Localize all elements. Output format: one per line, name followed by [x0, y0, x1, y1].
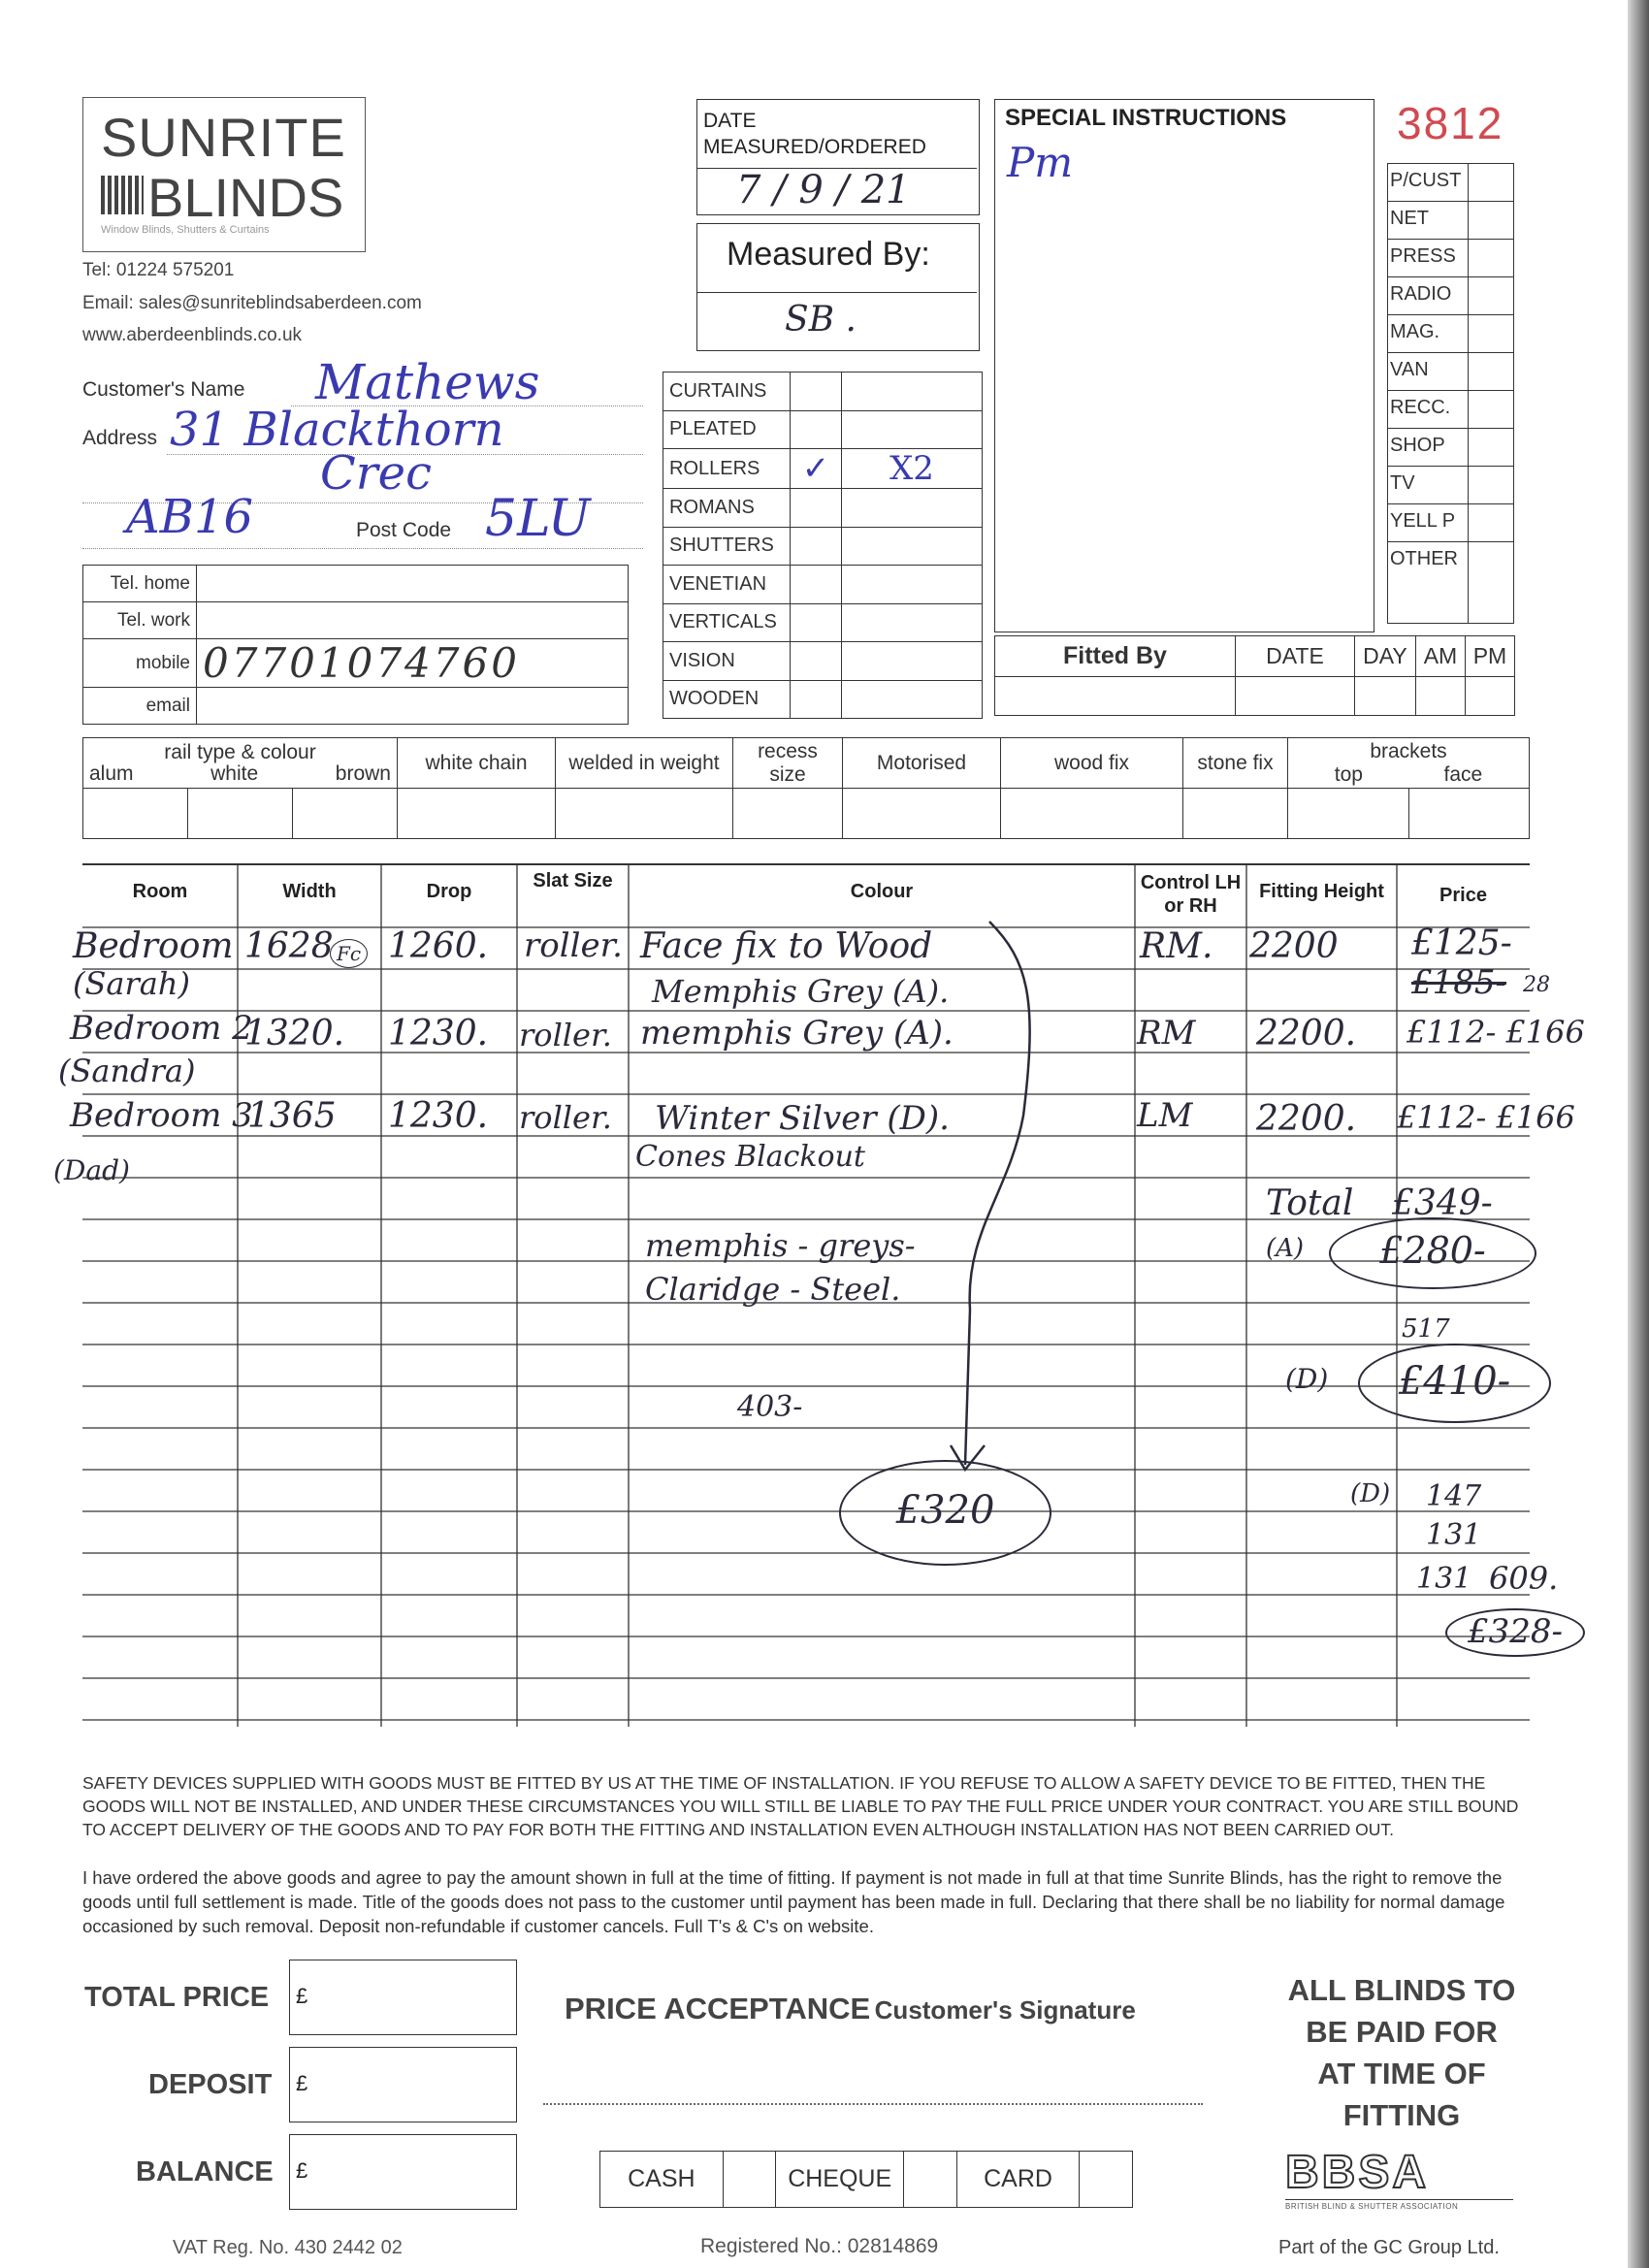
postcode-label: Post Code: [356, 519, 452, 541]
col-room-header: Room: [132, 881, 188, 902]
row3-price: £112- £166: [1397, 1099, 1575, 1136]
source-checkbox[interactable]: [1469, 542, 1514, 624]
wood-fix-header: wood fix: [1001, 738, 1183, 789]
rail-type-label: rail type & colour: [164, 740, 316, 763]
special-instructions-note: Pm: [1007, 139, 1074, 186]
contact-tel: Tel: 01224 575201: [82, 260, 235, 280]
row3-fitting: 2200.: [1256, 1099, 1357, 1139]
special-instructions-box: [994, 99, 1374, 632]
source-shop: SHOP: [1388, 429, 1469, 467]
deposit-currency: £: [296, 2071, 308, 2095]
total-price-box[interactable]: [289, 1960, 517, 2035]
logo-tagline: Window Blinds, Shutters & Curtains: [101, 224, 270, 236]
fitted-am-value: [1415, 677, 1465, 716]
row3-colour2: Cones Blackout: [635, 1140, 865, 1174]
product-pleated: PLEATED: [663, 410, 791, 449]
source-p-cust: P/CUST: [1388, 164, 1469, 202]
product-note: [842, 527, 983, 566]
note-sub: 517: [1402, 1314, 1450, 1344]
product-check[interactable]: [791, 603, 842, 642]
row1-slat: roller.: [524, 926, 623, 965]
fitted-by-label: Fitted By: [995, 636, 1236, 677]
product-venetian: VENETIAN: [663, 566, 791, 604]
email-label: email: [83, 688, 197, 725]
brackets-face: face: [1443, 762, 1483, 786]
products-table: [663, 372, 983, 719]
contact-email: Email: sales@sunriteblindsaberdeen.com: [82, 293, 422, 313]
payment-cheque[interactable]: CHEQUE: [776, 2152, 904, 2208]
postcode: 5LU: [485, 490, 591, 548]
product-check[interactable]: [791, 642, 842, 681]
source-checkbox[interactable]: [1469, 467, 1514, 504]
row3-slat: roller.: [519, 1099, 612, 1136]
product-curtains: CURTAINS: [663, 373, 791, 411]
row3-colour: Winter Silver (D).: [655, 1099, 950, 1138]
row2-room2: (Sandra): [58, 1053, 196, 1089]
opt-welded-value: [556, 789, 733, 839]
bbsa-logo: [1285, 2146, 1513, 2211]
date-value-text: 7 / 9 / 21: [736, 168, 911, 212]
email-value: [197, 688, 629, 725]
measured-by-box: [696, 223, 980, 351]
product-note: [842, 410, 983, 449]
row2-drop: 1230.: [388, 1014, 489, 1053]
source-van: VAN: [1388, 353, 1469, 391]
logo: [82, 97, 366, 252]
payment-cash[interactable]: CASH: [600, 2152, 724, 2208]
note-memphis: memphis - greys-: [645, 1227, 916, 1264]
product-note: [842, 642, 983, 681]
source-checkbox[interactable]: [1469, 164, 1514, 202]
row3-control: LM: [1137, 1096, 1193, 1135]
product-check[interactable]: [791, 373, 842, 411]
opt-face-value: [1408, 789, 1530, 839]
fitted-by-value: [995, 677, 1236, 716]
row3-width: 1365: [247, 1096, 337, 1136]
row2-room: Bedroom 2: [70, 1009, 253, 1048]
source-checkbox[interactable]: [1469, 202, 1514, 240]
opt-stone-value: [1183, 789, 1288, 839]
product-check[interactable]: [791, 489, 842, 528]
note-d: (D): [1285, 1363, 1329, 1395]
brackets-options: [1294, 763, 1523, 787]
source-checkbox[interactable]: [1469, 504, 1514, 542]
product-check[interactable]: [791, 410, 842, 449]
address-line-3: [82, 548, 643, 549]
brackets-label: brackets: [1370, 739, 1447, 762]
measured-by-value: SB .: [785, 300, 857, 340]
row3-room: Bedroom 3: [70, 1096, 253, 1135]
motorised-header: Motorised: [843, 738, 1001, 789]
phone-table: [82, 565, 629, 725]
fitted-pm-value: [1465, 677, 1514, 716]
product-verticals: VERTICALS: [663, 603, 791, 642]
product-romans: ROMANS: [663, 489, 791, 528]
fitted-date-label: DATE: [1236, 636, 1355, 677]
fitted-day-value: [1355, 677, 1416, 716]
note-total: £349-: [1392, 1183, 1493, 1223]
row3-room2: (Dad): [53, 1154, 130, 1186]
col-slat-header: Slat Size: [533, 870, 613, 891]
col-price-header: Price: [1439, 885, 1487, 906]
group-note: Part of the GC Group Ltd.: [1278, 2237, 1500, 2258]
rail-brown: brown: [335, 761, 391, 785]
tel-home-value: [197, 566, 629, 602]
source-recc: RECC.: [1388, 391, 1469, 429]
opt-top-value: [1288, 789, 1409, 839]
logo-line2: BLINDS: [147, 167, 344, 228]
bbsa-sub: BRITISH BLIND & SHUTTER ASSOCIATION: [1285, 2199, 1513, 2211]
bbsa-logo-text: BBSA: [1285, 2147, 1430, 2198]
vat-reg: VAT Reg. No. 430 2442 02: [173, 2237, 403, 2258]
product-rollers: ROLLERS: [663, 449, 791, 489]
row2-slat: roller.: [519, 1017, 612, 1053]
product-note: [842, 566, 983, 604]
payment-table: [599, 2151, 1133, 2208]
note-sum609: 609.: [1489, 1560, 1559, 1597]
source-checkbox[interactable]: [1469, 277, 1514, 315]
paid-notice-1: ALL BLINDS TO: [1287, 1973, 1516, 2007]
source-yell-p: YELL P: [1388, 504, 1469, 542]
product-check[interactable]: [791, 680, 842, 719]
logo-bars-icon: [101, 176, 144, 214]
paid-notice-3: AT TIME OF: [1317, 2057, 1486, 2090]
product-shutters: SHUTTERS: [663, 527, 791, 566]
note-d-item-3: 131: [1416, 1562, 1472, 1596]
safety-terms: SAFETY DEVICES SUPPLIED WITH GOODS MUST BE FITTED BY US AT THE TIME OF INSTALLATION. IF YOU REFUSE TO ALLOW A SAFETY DEVICE TO BE FITTED, THEN THE GOODS WILL NOT BE INSTALLED, AND UNDER THESE CIRCUMSTANCES YOU WILL STILL BE LIABLE TO PAY THE FULL PRICE UNDER YOUR CONTRACT. YOU ARE STILL BOUND TO ACCEPT DELIVERY OF THE GOODS AND TO PAY FOR BOTH THE FITTING AND INSTALLATION EVEN ALTHOUGH INSTALLATION HAS NOT BEEN CARRIED OUT.: [82, 1773, 1519, 1839]
scan-edge: [1628, 0, 1649, 2268]
row1-drop: 1260.: [388, 926, 489, 966]
product-note: [842, 373, 983, 411]
payment-cheque-box[interactable]: [904, 2152, 957, 2208]
note-d-item-2: 131: [1426, 1518, 1482, 1552]
signature-line[interactable]: [543, 2103, 1203, 2105]
opt-motorised-value: [843, 789, 1001, 839]
source-tv: TV: [1388, 467, 1469, 504]
order-number: 3812: [1397, 98, 1504, 148]
note-a: (A): [1266, 1234, 1305, 1263]
address-1: 31 Blackthorn: [170, 403, 504, 457]
source-checkbox[interactable]: [1469, 429, 1514, 467]
product-wooden: WOODEN: [663, 680, 791, 719]
row1-colour: Face fix to Wood: [640, 926, 933, 966]
product-vision: VISION: [663, 642, 791, 681]
product-check[interactable]: [791, 527, 842, 566]
note-403: 403-: [737, 1390, 803, 1424]
product-note: [842, 680, 983, 719]
col-drop-header: Drop: [426, 881, 472, 902]
product-note: [842, 603, 983, 642]
mobile-label: mobile: [83, 639, 197, 688]
price-acceptance: [565, 1992, 1136, 2026]
fitted-date-value: [1236, 677, 1355, 716]
brackets-header: [1288, 738, 1530, 789]
welded-header: welded in weight: [556, 738, 733, 789]
rail-colours: [89, 763, 391, 785]
source-checkbox[interactable]: [1469, 391, 1514, 429]
col-control-header: Control LH or RH: [1140, 872, 1242, 917]
note-d-total: £410-: [1358, 1344, 1551, 1423]
row1-width: 1628: [244, 926, 334, 966]
balance-box[interactable]: [289, 2134, 517, 2210]
row1-colour2: Memphis Grey (A).: [652, 973, 950, 1010]
product-note: X2: [842, 449, 983, 489]
special-instructions-label: SPECIAL INSTRUCTIONS: [1005, 105, 1287, 131]
source-net: NET: [1388, 202, 1469, 240]
date-label: DATE MEASURED/ORDERED: [703, 110, 926, 158]
row2-width: 1320.: [244, 1014, 345, 1053]
paid-notice: [1256, 1969, 1547, 2136]
opt-recess-value: [733, 789, 843, 839]
date-box: [696, 99, 980, 215]
source-mag: MAG.: [1388, 315, 1469, 353]
source-press: PRESS: [1388, 240, 1469, 277]
address-2: Crec: [320, 446, 432, 501]
col-width-header: Width: [282, 881, 337, 902]
source-checkbox[interactable]: [1469, 240, 1514, 277]
measured-by-divider: [697, 292, 977, 293]
agreement-terms: I have ordered the above goods and agree to pay the amount shown in full at the time of fitting. If payment is not made in full at that time Sunrite Blinds, has the right to remove the goods until full settlement is made. Title of the goods does not pass to the customer until payment has been made in full. Declaring that there shall be no liability for normal damage occasioned by such removal. Deposit non-refundable if customer cancels. Full T's & C's on website.: [82, 1867, 1505, 1936]
balance-label: BALANCE: [136, 2156, 274, 2187]
row1-width-note: Fc: [330, 939, 368, 968]
payment-cash-box[interactable]: [723, 2152, 776, 2208]
white-chain-header: white chain: [398, 738, 556, 789]
note-d2: (D): [1350, 1479, 1391, 1508]
row2-fitting: 2200.: [1256, 1014, 1357, 1053]
product-check[interactable]: ✓: [791, 449, 842, 489]
row1-control: RM.: [1140, 926, 1213, 966]
source-table: [1387, 163, 1514, 624]
address-3: AB16: [126, 490, 254, 544]
note-a-total: £280-: [1329, 1217, 1536, 1289]
fitted-pm-label: PM: [1465, 636, 1514, 677]
source-checkbox[interactable]: [1469, 353, 1514, 391]
note-final: £328-: [1445, 1608, 1585, 1657]
customer-name: Mathews: [315, 354, 540, 410]
note-circled-total: £320: [839, 1460, 1051, 1566]
note-total-label: Total: [1266, 1183, 1354, 1223]
fitted-am-label: AM: [1415, 636, 1465, 677]
row1-price: £125-: [1411, 923, 1512, 963]
logo-line1: SUNRITE: [101, 107, 346, 168]
measured-by-label: Measured By:: [727, 236, 930, 273]
opt-white-value: [188, 789, 293, 839]
paid-notice-4: FITTING: [1342, 2098, 1461, 2132]
fitted-day-label: DAY: [1355, 636, 1416, 677]
paid-notice-2: BE PAID FOR: [1306, 2015, 1498, 2049]
opt-chain-value: [398, 789, 556, 839]
row2-colour: memphis Grey (A).: [640, 1014, 954, 1053]
deposit-label: DEPOSIT: [148, 2069, 273, 2100]
row2-price: £112- £166: [1406, 1014, 1585, 1051]
deposit-box[interactable]: [289, 2047, 517, 2122]
opt-brown-value: [293, 789, 398, 839]
note-d-item-1: 147: [1426, 1479, 1482, 1513]
options-table: [82, 737, 1530, 839]
handwritten-bracket: [912, 902, 1106, 1484]
company-reg: Registered No.: 02814869: [700, 2235, 939, 2257]
source-radio: RADIO: [1388, 277, 1469, 315]
opt-alum-value: [83, 789, 188, 839]
address-label: Address: [82, 427, 158, 449]
total-currency: £: [296, 1984, 308, 2008]
row1-price2: £185-: [1411, 963, 1507, 1002]
note-claridge: Claridge - Steel.: [645, 1271, 901, 1308]
row1-price-note: 28: [1523, 973, 1550, 997]
fitted-table: [994, 635, 1515, 716]
opt-wood-value: [1001, 789, 1183, 839]
source-checkbox[interactable]: [1469, 315, 1514, 353]
stone-fix-header: stone fix: [1183, 738, 1288, 789]
rail-alum: alum: [89, 761, 134, 785]
price-acceptance-title: PRICE ACCEPTANCE: [565, 1992, 871, 2025]
contact-web: www.aberdeenblinds.co.uk: [82, 325, 303, 345]
product-check[interactable]: [791, 566, 842, 604]
col-fitting-header: Fitting Height: [1259, 881, 1384, 902]
row1-room2: (Sarah): [73, 965, 190, 1002]
mobile-value: 07701074760: [197, 639, 629, 688]
recess-header: recess size: [733, 738, 843, 789]
row1-fitting: 2200: [1249, 926, 1339, 966]
balance-currency: £: [296, 2158, 308, 2183]
rail-white: white: [210, 761, 259, 785]
source-other: OTHER: [1388, 542, 1469, 624]
col-colour-header: Colour: [850, 881, 914, 902]
row2-control: RM: [1137, 1014, 1196, 1053]
tel-work-label: Tel. work: [83, 602, 197, 639]
brackets-top: top: [1334, 762, 1363, 786]
tel-home-label: Tel. home: [83, 566, 197, 602]
row1-room: Bedroom 1: [73, 926, 267, 966]
customer-name-label: Customer's Name: [82, 378, 245, 401]
payment-card[interactable]: CARD: [956, 2152, 1080, 2208]
product-note: [842, 489, 983, 528]
payment-card-box[interactable]: [1080, 2152, 1133, 2208]
total-price-label: TOTAL PRICE: [84, 1982, 270, 2013]
rail-type-header: [83, 738, 398, 789]
tel-work-value: [197, 602, 629, 639]
price-acceptance-sub: Customer's Signature: [874, 1995, 1136, 2025]
row3-drop: 1230.: [388, 1096, 489, 1136]
